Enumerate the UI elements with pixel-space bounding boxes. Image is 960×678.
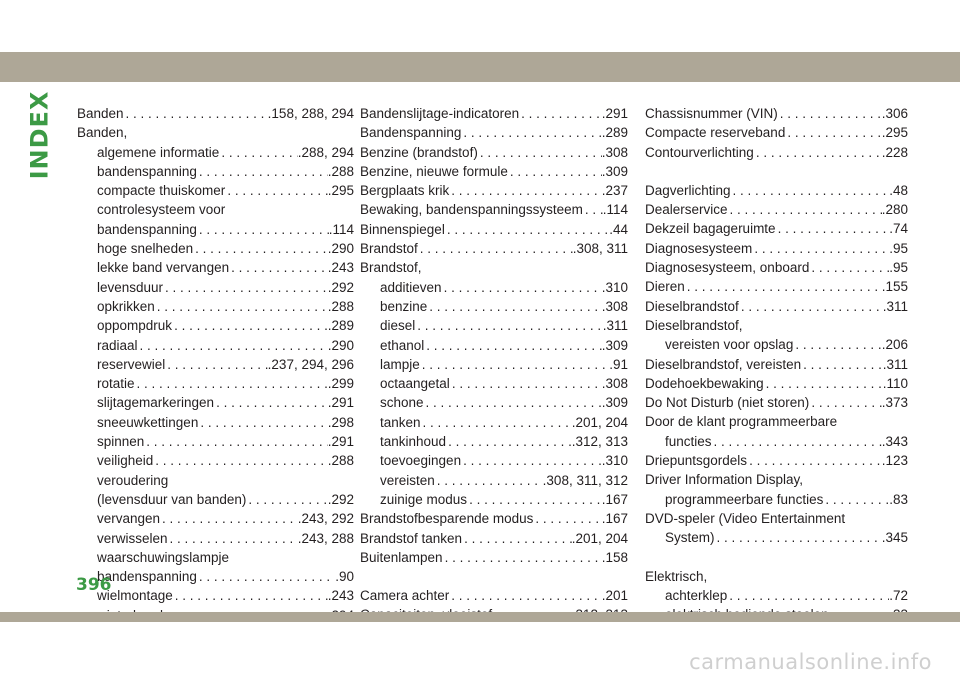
index-term: tanken	[380, 414, 421, 430]
dot-leader	[461, 123, 601, 142]
index-tab	[22, 90, 56, 180]
index-term: Dieren	[645, 279, 685, 295]
index-pages: .308	[601, 298, 628, 314]
dot-leader	[478, 143, 602, 162]
dot-leader	[462, 529, 572, 548]
index-pages: .206	[881, 337, 908, 353]
dot-leader	[427, 297, 601, 316]
index-pages: .288	[327, 163, 354, 179]
index-pages: .201, 204	[571, 414, 628, 430]
index-entry	[645, 470, 908, 489]
index-spacer	[645, 548, 908, 567]
index-entry	[360, 509, 628, 528]
index-pages: .243, 292	[297, 511, 354, 527]
dot-leader	[229, 258, 328, 277]
index-entry	[360, 104, 628, 123]
dot-leader	[144, 432, 327, 451]
index-term: Dagverlichting	[645, 182, 731, 198]
index-term: rotatie	[97, 376, 135, 392]
index-column-3	[645, 104, 908, 624]
index-term: Bandenslijtage-indicatoren	[360, 106, 520, 121]
index-entry	[77, 143, 354, 162]
index-term: vereisten	[380, 472, 435, 488]
dot-leader	[197, 220, 329, 239]
dot-leader	[443, 548, 602, 567]
dot-leader	[225, 181, 327, 200]
index-term: additieven	[380, 279, 442, 295]
index-entry	[360, 316, 628, 335]
index-pages: .123	[881, 453, 908, 469]
index-pages: .308, 311, 312	[542, 472, 628, 488]
index-term: Camera achter	[360, 588, 450, 604]
dot-leader	[442, 278, 602, 297]
index-pages: .110	[882, 375, 908, 391]
index-entry	[645, 200, 908, 219]
index-pages: .90	[335, 569, 354, 585]
index-term: bandenspanning	[97, 163, 197, 179]
index-pages: .167	[601, 491, 628, 507]
index-entry	[77, 432, 354, 451]
index-term: verwisselen	[97, 530, 168, 546]
index-entry	[77, 220, 354, 239]
index-term: octaangetal	[380, 376, 450, 392]
index-term: Brandstofbesparende modus	[360, 511, 534, 527]
index-term: Banden	[77, 106, 124, 121]
index-entry	[77, 374, 354, 393]
header-band	[0, 52, 960, 82]
dot-leader	[198, 413, 327, 432]
dot-leader	[421, 413, 572, 432]
dot-leader	[785, 123, 881, 142]
index-entry	[645, 374, 908, 393]
index-entry	[645, 239, 908, 258]
index-pages: .237	[601, 183, 628, 199]
index-entry	[645, 432, 908, 451]
index-term: vervangen	[97, 511, 161, 527]
index-pages: .243	[327, 260, 354, 276]
index-term: vereisten voor opslag	[665, 337, 794, 353]
index-pages: .95	[889, 240, 908, 256]
index-term: bandenspanning	[97, 569, 197, 585]
index-pages: .309	[601, 337, 628, 353]
index-pages: .288	[327, 453, 354, 469]
index-entry	[360, 586, 628, 605]
index-pages: .308	[601, 376, 628, 392]
dot-leader	[461, 451, 602, 470]
dot-leader	[153, 451, 327, 470]
dot-leader	[138, 336, 328, 355]
dot-leader	[467, 490, 602, 509]
index-entry	[645, 490, 908, 509]
index-entry	[360, 529, 628, 548]
index-entry	[77, 548, 354, 567]
index-pages: .292	[327, 279, 354, 295]
index-term: Bergplaats krik	[360, 183, 450, 199]
index-pages: .310	[601, 279, 628, 295]
index-entry	[645, 104, 908, 123]
index-term: benzine	[380, 298, 428, 314]
dot-leader	[583, 200, 603, 219]
index-term: Compacte reserveband	[645, 125, 786, 141]
dot-leader	[155, 297, 328, 316]
index-term: Dodehoekbewaking	[645, 375, 764, 391]
index-term: programmeerbare functies	[665, 491, 824, 507]
dot-leader	[754, 143, 882, 162]
index-term: Driver Information Display,	[645, 472, 804, 488]
dot-leader	[168, 529, 298, 548]
index-entry	[77, 413, 354, 432]
index-spacer	[360, 567, 628, 586]
index-term: slijtagemarkeringen	[97, 395, 215, 411]
index-entry	[77, 490, 354, 509]
index-pages: .288	[327, 298, 354, 314]
index-pages: .343	[881, 433, 908, 449]
watermark: carmanualsonline.info	[689, 650, 932, 674]
index-entry	[77, 181, 354, 200]
index-term: achterklep	[665, 587, 728, 603]
index-pages: .288, 294	[297, 144, 354, 160]
dot-leader	[728, 200, 882, 219]
index-pages: .290	[327, 241, 354, 257]
dot-leader	[445, 220, 609, 239]
index-entry	[77, 451, 354, 470]
index-entry	[360, 490, 628, 509]
index-pages: .290	[327, 337, 354, 353]
index-pages: .312, 313	[571, 434, 628, 450]
index-term: Contourverlichting	[645, 144, 754, 160]
index-term: toevoegingen	[380, 453, 462, 469]
index-column-1	[77, 104, 354, 625]
index-pages: .311	[882, 356, 908, 372]
index-entry	[360, 451, 628, 470]
dot-leader	[776, 219, 890, 238]
dot-leader	[160, 509, 298, 528]
index-pages: .311	[882, 298, 908, 314]
dot-leader	[446, 432, 572, 451]
index-pages: .158	[601, 549, 628, 565]
dot-leader	[727, 586, 889, 605]
index-entry	[645, 567, 908, 586]
index-entry	[360, 548, 628, 567]
index-pages: .95	[889, 260, 908, 276]
index-entry	[645, 316, 908, 335]
index-pages: .237, 294, 296	[267, 356, 354, 372]
dot-leader	[809, 393, 881, 412]
index-term: compacte thuiskomer	[97, 183, 226, 199]
index-pages: .295	[327, 183, 354, 199]
index-term: Driepuntsgordels	[645, 453, 748, 469]
index-entry	[77, 123, 354, 142]
index-term: lampje	[380, 356, 420, 372]
dot-leader	[801, 355, 883, 374]
index-term: veiligheid	[97, 453, 154, 469]
index-pages: .299	[327, 376, 354, 392]
index-term: functies	[665, 433, 712, 449]
index-term: Banden,	[77, 125, 128, 141]
index-entry	[77, 509, 354, 528]
index-entry	[360, 297, 628, 316]
index-pages: .158, 288, 294	[267, 106, 354, 121]
dot-leader	[424, 393, 602, 412]
index-entry	[645, 393, 908, 412]
index-entry	[77, 258, 354, 277]
index-pages: .280	[881, 202, 908, 218]
index-pages: .292	[327, 491, 354, 507]
index-term: sneeuwkettingen	[97, 414, 199, 430]
dot-leader	[246, 490, 327, 509]
index-pages: .291	[327, 434, 354, 450]
index-pages: .48	[889, 182, 908, 198]
dot-leader	[739, 297, 883, 316]
dot-leader	[424, 336, 601, 355]
index-entry	[360, 200, 628, 219]
index-pages: .308, 311	[572, 241, 628, 257]
index-pages: .74	[889, 221, 908, 237]
dot-leader	[731, 181, 890, 200]
index-term: waarschuwingslampje	[97, 549, 230, 565]
dot-leader	[747, 451, 882, 470]
index-entry	[645, 586, 908, 605]
index-entry	[645, 528, 908, 547]
index-entry	[77, 162, 354, 181]
index-entry	[360, 143, 628, 162]
index-entry	[360, 355, 628, 374]
dot-leader	[163, 278, 328, 297]
index-entry	[360, 413, 628, 432]
dot-leader	[793, 335, 881, 354]
index-entry	[360, 393, 628, 412]
index-term: System)	[665, 530, 715, 546]
index-pages: .201	[601, 588, 628, 604]
index-pages: .306	[881, 106, 908, 121]
index-entry	[360, 432, 628, 451]
dot-leader	[449, 181, 601, 200]
index-entry	[77, 316, 354, 335]
index-pages: .167	[601, 511, 628, 527]
index-entry	[77, 393, 354, 412]
index-pages: .291	[327, 395, 354, 411]
dot-leader	[197, 162, 328, 181]
index-term: Chassisnummer (VIN)	[645, 106, 778, 121]
index-column-2	[360, 104, 628, 625]
index-entry	[645, 219, 908, 238]
dot-leader	[450, 374, 602, 393]
index-term: Bandenspanning	[360, 125, 462, 141]
index-term: reservewiel	[97, 356, 166, 372]
index-pages: .309	[601, 395, 628, 411]
index-term: diesel	[380, 318, 416, 334]
dot-leader	[124, 104, 268, 123]
index-entry	[645, 355, 908, 374]
index-entry	[360, 374, 628, 393]
index-term: zuinige modus	[380, 491, 468, 507]
index-entry	[77, 567, 354, 586]
index-term: Dekzeil bagageruimte	[645, 221, 776, 237]
index-term: lekke band vervangen	[97, 260, 230, 276]
index-term: bandenspanning	[97, 221, 197, 237]
index-entry	[360, 181, 628, 200]
index-term: levensduur	[97, 279, 164, 295]
index-entry	[77, 297, 354, 316]
index-entry	[645, 412, 908, 431]
index-entry	[77, 586, 354, 605]
index-term: veroudering	[97, 472, 169, 488]
index-entry	[645, 509, 908, 528]
index-entry	[360, 220, 628, 239]
index-pages: .114	[328, 221, 354, 237]
index-pages: .309	[601, 163, 628, 179]
index-pages: .289	[327, 318, 354, 334]
index-tab-label: INDEX	[25, 90, 53, 180]
index-term: Benzine (brandstof)	[360, 144, 478, 160]
index-pages: .91	[609, 356, 628, 372]
index-term: (levensduur van banden)	[97, 491, 247, 507]
dot-leader	[685, 277, 882, 296]
index-term: algemene informatie	[97, 144, 220, 160]
index-entry	[360, 336, 628, 355]
index-entry	[645, 258, 908, 277]
index-entry	[360, 162, 628, 181]
index-pages: .243, 288	[297, 530, 354, 546]
index-term: Dieselbrandstof,	[645, 317, 743, 333]
index-term: ethanol	[380, 337, 425, 353]
index-term: DVD-speler (Video Entertainment	[645, 510, 846, 526]
index-entry	[77, 104, 354, 123]
index-term: radiaal	[97, 337, 138, 353]
dot-leader	[173, 586, 328, 605]
footer-band	[0, 612, 960, 622]
index-pages: .289	[601, 125, 628, 141]
page-number: 396	[76, 575, 112, 595]
index-term: tankinhoud	[380, 434, 447, 450]
index-term: Diagnosesysteem	[645, 240, 753, 256]
dot-leader	[764, 374, 883, 393]
index-entry	[645, 451, 908, 470]
dot-leader	[715, 528, 882, 547]
index-pages: .308	[601, 144, 628, 160]
dot-leader	[435, 471, 543, 490]
index-pages: .298	[327, 414, 354, 430]
index-entry	[645, 335, 908, 354]
dot-leader	[712, 432, 882, 451]
dot-leader	[823, 490, 889, 509]
dot-leader	[135, 374, 328, 393]
index-term: hoge snelheden	[97, 241, 194, 257]
index-entry	[645, 277, 908, 296]
index-entry	[77, 336, 354, 355]
dot-leader	[519, 104, 602, 123]
index-pages: .155	[881, 279, 908, 295]
index-term: Benzine, nieuwe formule	[360, 163, 508, 179]
index-entry	[77, 471, 354, 490]
dot-leader	[449, 586, 601, 605]
index-term: opkrikken	[97, 298, 155, 314]
dot-leader	[508, 162, 602, 181]
index-pages: .201, 204	[571, 530, 628, 546]
index-term: Do Not Disturb (niet storen)	[645, 395, 810, 411]
index-entry	[360, 239, 628, 258]
index-entry	[645, 297, 908, 316]
dot-leader	[778, 104, 882, 123]
dot-leader	[172, 316, 328, 335]
dot-leader	[415, 316, 602, 335]
dot-leader	[165, 355, 267, 374]
index-term: wielmontage	[97, 588, 173, 604]
index-term: Dieselbrandstof, vereisten	[645, 356, 802, 372]
dot-leader	[752, 239, 889, 258]
index-term: Brandstof tanken	[360, 530, 463, 546]
index-pages: .345	[881, 530, 908, 546]
index-pages: .295	[881, 125, 908, 141]
index-pages: .83	[889, 491, 908, 507]
index-term: Dieselbrandstof	[645, 298, 739, 314]
index-entry	[360, 278, 628, 297]
index-term: controlesysteem voor	[97, 202, 226, 218]
index-entry	[77, 239, 354, 258]
index-term: Bewaking, bandenspanningssysteem	[360, 202, 583, 218]
index-entry	[77, 278, 354, 297]
index-entry	[77, 355, 354, 374]
index-entry	[645, 143, 908, 162]
index-spacer	[645, 162, 908, 181]
index-pages: .291	[601, 106, 628, 121]
dot-leader	[193, 239, 328, 258]
index-entry	[645, 181, 908, 200]
dot-leader	[219, 143, 297, 162]
index-entry	[77, 529, 354, 548]
index-pages: .72	[889, 587, 908, 603]
index-pages: .243	[327, 588, 354, 604]
dot-leader	[809, 258, 889, 277]
index-term: Brandstof,	[360, 260, 422, 276]
index-term: Brandstof	[360, 241, 418, 257]
index-pages: .114	[602, 202, 628, 218]
index-entry	[645, 123, 908, 142]
index-entry	[360, 471, 628, 490]
index-term: Buitenlampen	[360, 549, 443, 565]
index-term: schone	[380, 395, 424, 411]
index-term: spinnen	[97, 434, 145, 450]
dot-leader	[214, 393, 328, 412]
index-pages: .310	[601, 453, 628, 469]
index-pages: .311	[602, 318, 628, 334]
dot-leader	[197, 567, 335, 586]
index-term: Dealerservice	[645, 202, 728, 218]
index-entry	[360, 123, 628, 142]
index-pages: .44	[609, 221, 628, 237]
index-entry	[77, 200, 354, 219]
index-pages: .373	[881, 395, 908, 411]
index-term: Diagnosesysteem, onboard	[645, 260, 810, 276]
index-term: oppompdruk	[97, 318, 173, 334]
index-entry	[360, 258, 628, 277]
index-term: Elektrisch,	[645, 568, 708, 584]
dot-leader	[420, 355, 609, 374]
index-pages: .228	[881, 144, 908, 160]
dot-leader	[418, 239, 573, 258]
index-term: Door de klant programmeerbare	[645, 414, 838, 430]
index-term: Binnenspiegel	[360, 221, 445, 237]
dot-leader	[533, 509, 601, 528]
